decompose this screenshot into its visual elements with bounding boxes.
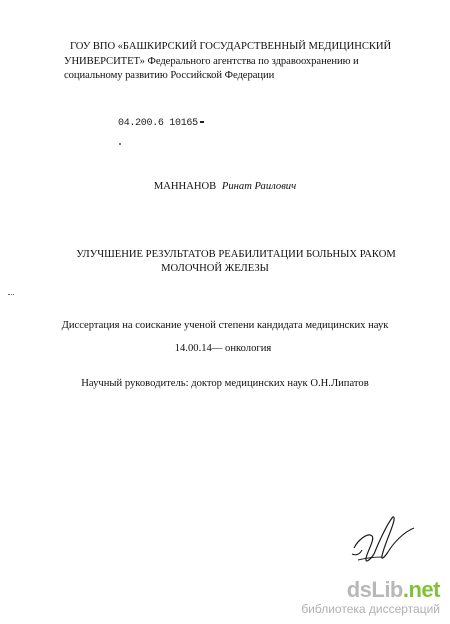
dslib-subtitle: библиотека диссертаций bbox=[301, 602, 440, 616]
handwritten-signature bbox=[348, 510, 420, 580]
stamp-dash-mark bbox=[200, 121, 204, 123]
dslib-watermark bbox=[301, 579, 440, 616]
scan-speck bbox=[119, 143, 121, 145]
dissertation-title bbox=[0, 248, 450, 276]
title-line-2: МОЛОЧНОЙ ЖЕЛЕЗЫ bbox=[161, 263, 269, 274]
organization-line-1: ГОУ ВПО «БАШКИРСКИЙ ГОСУДАРСТВЕННЫЙ МЕДИЦИНСКИЙ bbox=[70, 41, 392, 52]
organization-header bbox=[64, 40, 391, 84]
scientific-advisor: Научный руководитель: доктор медицинских наук О.Н.Липатов bbox=[81, 378, 369, 389]
dslib-logo bbox=[301, 579, 440, 601]
author-surname: МАННАНОВ bbox=[153, 181, 217, 192]
organization-line-2: УНИВЕРСИТЕТ» Федерального агентства по здравоохранению и bbox=[64, 55, 359, 67]
scan-speck-margin bbox=[8, 294, 14, 296]
organization-line-3: социальному развитию Российской Федерации bbox=[64, 70, 275, 81]
author-name bbox=[0, 181, 450, 192]
thesis-type: Диссертация на соискание ученой степени кандидата медицинских наук bbox=[61, 320, 389, 331]
registration-code: 04.200.6 10165 bbox=[118, 118, 198, 129]
dslib-logo-tld: .net bbox=[402, 577, 440, 602]
title-line-1: УЛУЧШЕНИЕ РЕЗУЛЬТАТОВ РЕАБИЛИТАЦИИ БОЛЬНЫХ РАКОМ bbox=[76, 249, 396, 260]
author-given-names: Ринат Раилович bbox=[221, 181, 297, 192]
specialty: 14.00.14— онкология bbox=[174, 343, 272, 354]
registration-stamp bbox=[118, 118, 204, 129]
dslib-logo-main: dsLib bbox=[346, 577, 403, 602]
